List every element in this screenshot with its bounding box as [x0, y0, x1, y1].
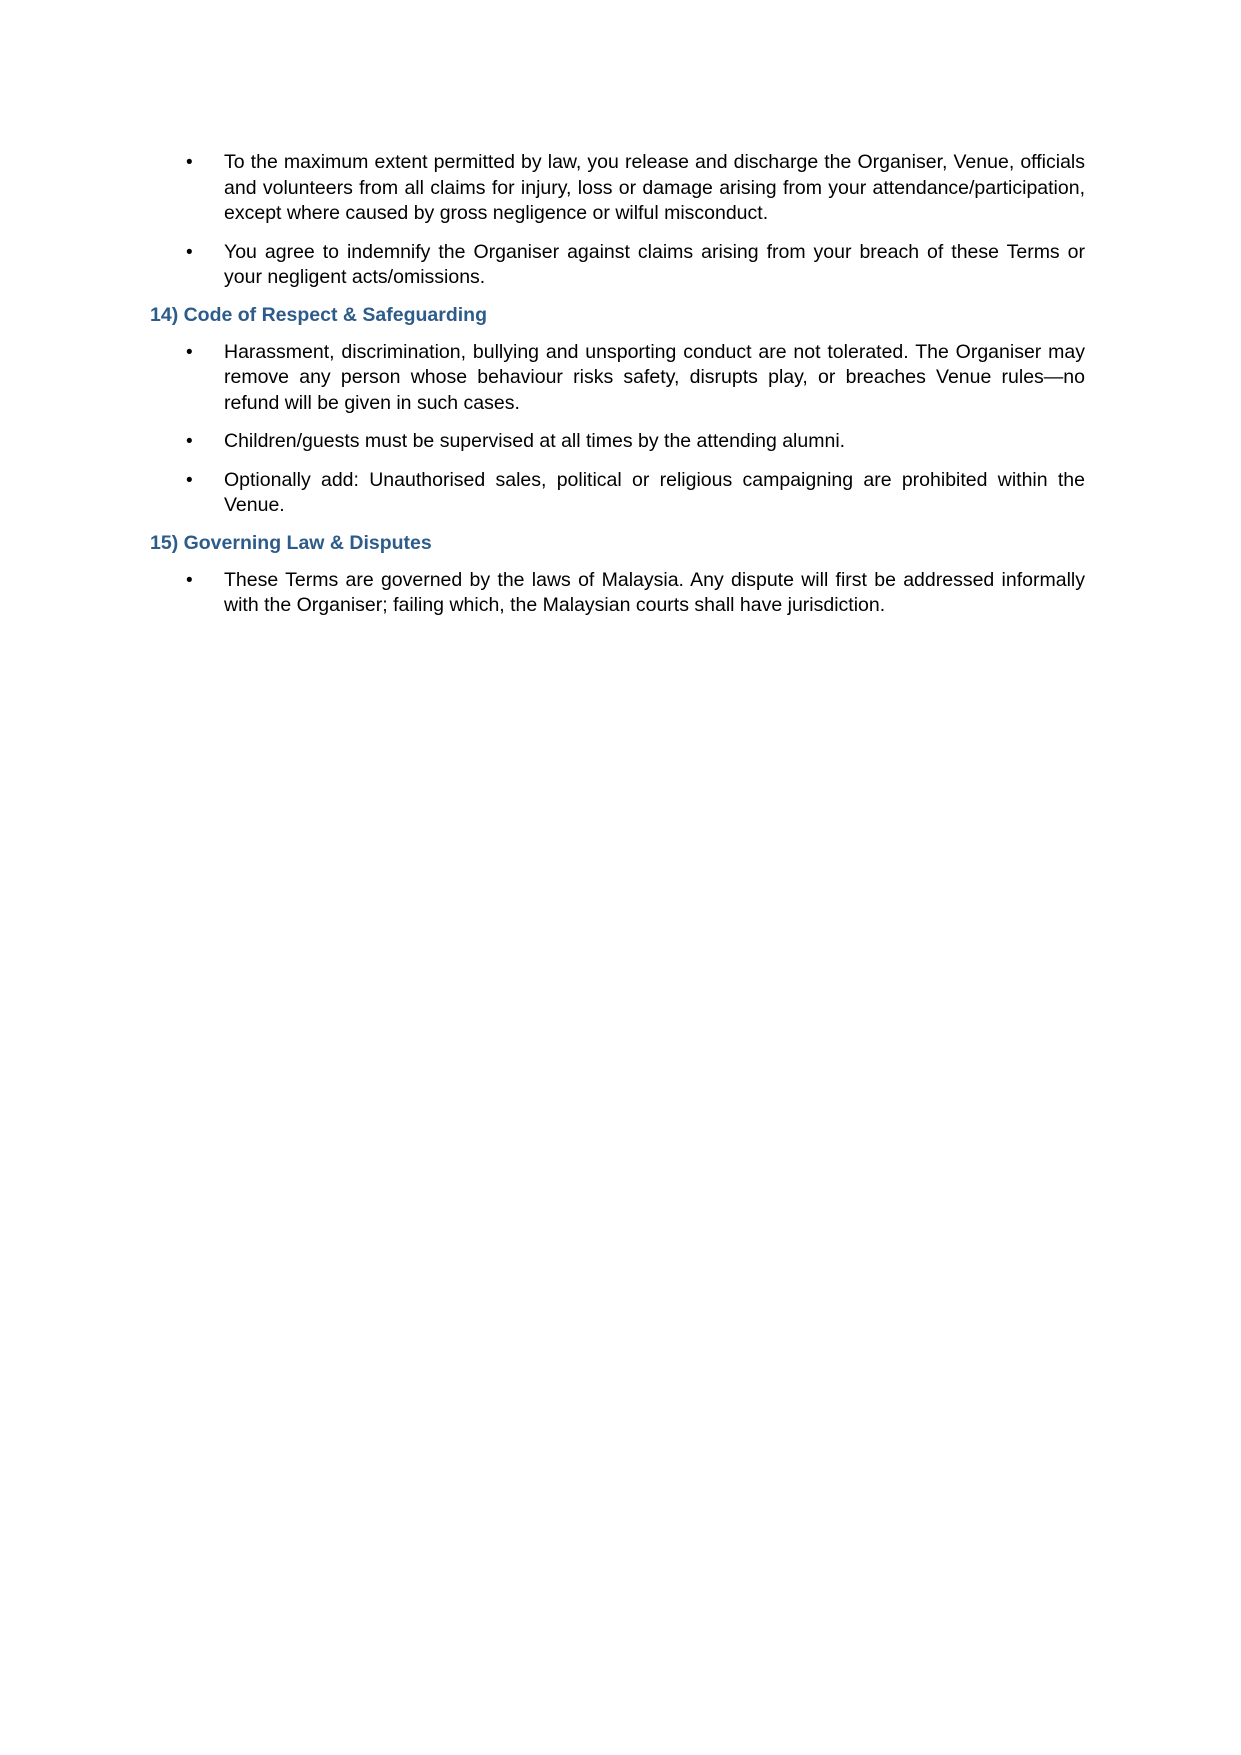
list-item	[150, 340, 1085, 417]
section-heading-15: 15) Governing Law & Disputes	[150, 531, 432, 554]
bullet-icon: •	[186, 431, 193, 452]
list-item	[150, 429, 1085, 455]
bullet-icon: •	[186, 469, 193, 491]
list-item-text: Children/guests must be supervised at all times by the attending alumni.	[224, 430, 846, 452]
bullet-icon: •	[186, 569, 193, 591]
list-item	[150, 150, 1085, 227]
bullet-icon: •	[186, 152, 193, 173]
list-item	[150, 568, 1085, 619]
list-item-text: Harassment, discrimination, bullying and unsporting conduct are not tolerated. The Organiser may remove any person whose behaviour risks safety, disrupts play, or breaches Venue rules—no refund will be given in such cases.	[224, 340, 1085, 414]
list-item-text: Optionally add: Unauthorised sales, political or religious campaigning are prohibited within the Venue.	[224, 468, 1085, 516]
list-item-text: These Terms are governed by the laws of Malaysia. Any dispute will first be addressed informally with the Organiser; failing which, the Malaysian courts shall have jurisdiction.	[224, 568, 1085, 616]
section-heading-14: 14) Code of Respect & Safeguarding	[150, 303, 487, 326]
document-body	[150, 150, 1085, 632]
intro-bullet-list	[150, 150, 1085, 291]
list-item	[150, 240, 1085, 291]
list-item-text: You agree to indemnify the Organiser against claims arising from your breach of these Terms or your negligent acts/omissions.	[224, 240, 1085, 288]
bullet-icon: •	[186, 241, 193, 263]
list-item-text: To the maximum extent permitted by law, you release and discharge the Organiser, Venue, officials and volunteers from all claims for injury, loss or damage arising from your attendance/participation, except where caused by gross negligence or wilful misconduct.	[224, 151, 1085, 224]
section-14-bullet-list	[150, 340, 1085, 519]
section-15-bullet-list	[150, 568, 1085, 619]
bullet-icon: •	[186, 341, 193, 363]
list-item	[150, 468, 1085, 519]
